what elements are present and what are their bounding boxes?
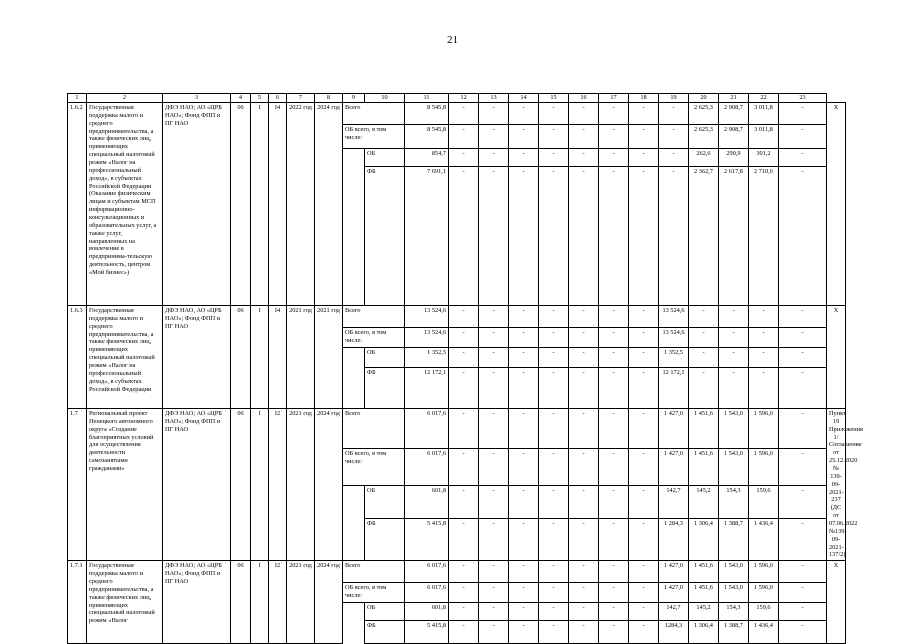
funding-source: ФБ: [365, 519, 405, 561]
amount-cell: -: [509, 368, 539, 409]
funding-source: ОБ: [365, 348, 405, 368]
amount-cell: -: [479, 103, 509, 125]
amount-cell: -: [569, 603, 599, 621]
code-cell: 06: [231, 561, 251, 644]
amount-cell: 2 362,7: [689, 167, 719, 306]
amount-cell: -: [509, 149, 539, 167]
amount-cell: -: [449, 603, 479, 621]
amount-cell: 3 011,8: [749, 103, 779, 125]
end-year: 2024 год: [315, 409, 343, 561]
amount-cell: -: [779, 167, 827, 306]
measure-name: Государственная поддержка малого и среднего предпринимательства, а также физических лиц, применяющих специальный налоговый режим «Налог: [87, 561, 163, 644]
note-cell: Пункт 19 Приложения 1/ Соглашение от 25.12.2020 № 139-09-2021-237 (ДС от 07.06.2022 №139-09-2021-137/2): [827, 409, 846, 561]
amount-cell: -: [779, 125, 827, 149]
amount-cell: 13 524,6: [405, 306, 449, 328]
funding-source: Всего: [343, 306, 405, 328]
amount-cell: -: [539, 409, 569, 449]
funding-source: ОБ: [365, 603, 405, 621]
amount-cell: -: [449, 103, 479, 125]
amount-cell: 1 388,7: [719, 519, 749, 561]
amount-cell: -: [509, 519, 539, 561]
table-row: [68, 103, 846, 125]
amount-cell: -: [629, 603, 659, 621]
amount-cell: 301,2: [749, 149, 779, 167]
row-number: 1.7.1: [68, 561, 87, 644]
column-number: 16: [569, 94, 599, 103]
amount-cell: -: [659, 149, 689, 167]
amount-cell: -: [629, 486, 659, 519]
funding-source: Всего: [343, 561, 405, 583]
amount-cell: 290,9: [719, 149, 749, 167]
amount-cell: 1 436,4: [749, 621, 779, 644]
amount-cell: 1 427,0: [659, 583, 689, 603]
amount-cell: -: [779, 328, 827, 348]
amount-cell: 13 524,6: [659, 306, 689, 328]
amount-cell: 1 543,0: [719, 583, 749, 603]
funding-source: ОБ: [365, 149, 405, 167]
amount-cell: -: [569, 409, 599, 449]
amount-cell: -: [599, 621, 629, 644]
column-number: 2: [87, 94, 163, 103]
amount-cell: -: [779, 583, 827, 603]
funding-source: ФБ: [365, 368, 405, 409]
amount-cell: -: [479, 149, 509, 167]
start-year: 2021 год: [287, 561, 315, 644]
indent-cell: [343, 603, 365, 621]
column-number: 10: [365, 94, 405, 103]
amount-cell: 1 451,6: [689, 561, 719, 583]
amount-cell: 159,6: [749, 486, 779, 519]
code-cell: 06: [231, 409, 251, 561]
column-number: 3: [163, 94, 231, 103]
amount-cell: 262,6: [689, 149, 719, 167]
amount-cell: -: [629, 519, 659, 561]
code-cell: I2: [269, 561, 287, 644]
code-cell: I: [251, 306, 269, 409]
amount-cell: -: [749, 328, 779, 348]
amount-cell: -: [539, 348, 569, 368]
amount-cell: -: [539, 519, 569, 561]
amount-cell: -: [659, 125, 689, 149]
column-number: 20: [689, 94, 719, 103]
amount-cell: 2 908,7: [719, 125, 749, 149]
amount-cell: -: [539, 306, 569, 328]
amount-cell: -: [449, 328, 479, 348]
amount-cell: -: [629, 103, 659, 125]
amount-cell: -: [509, 621, 539, 644]
funding-source: ОБ: [365, 486, 405, 519]
column-number: 15: [539, 94, 569, 103]
note-cell: X: [827, 103, 846, 306]
amount-cell: -: [599, 409, 629, 449]
amount-cell: -: [779, 603, 827, 621]
amount-cell: -: [629, 167, 659, 306]
amount-cell: -: [629, 328, 659, 348]
amount-cell: -: [449, 167, 479, 306]
amount-cell: -: [479, 348, 509, 368]
amount-cell: 1 543,0: [719, 449, 749, 486]
amount-cell: -: [539, 561, 569, 583]
amount-cell: -: [449, 306, 479, 328]
code-cell: I: [251, 103, 269, 306]
indent-cell: [343, 348, 365, 368]
end-year: 2024 год: [315, 561, 343, 644]
amount-cell: 12 172,1: [659, 368, 689, 409]
amount-cell: -: [569, 348, 599, 368]
amount-cell: -: [719, 348, 749, 368]
note-cell: X: [827, 306, 846, 409]
table-row: [68, 561, 846, 583]
column-number: 18: [629, 94, 659, 103]
executor: ДФЭ НАО, АО «ЦРБ НАО»; Фонд ФПП и ПГ НАО: [163, 306, 231, 409]
amount-cell: -: [509, 167, 539, 306]
column-number: 6: [269, 94, 287, 103]
funding-source: Всего: [343, 103, 405, 125]
amount-cell: -: [509, 125, 539, 149]
amount-cell: -: [599, 583, 629, 603]
table-row: [68, 306, 846, 328]
funding-source: ОБ всего, в том числе:: [343, 328, 405, 348]
amount-cell: 7 691,1: [405, 167, 449, 306]
amount-cell: 1 596,0: [749, 409, 779, 449]
indent-cell: [343, 149, 365, 167]
amount-cell: -: [719, 328, 749, 348]
amount-cell: -: [599, 368, 629, 409]
measure-name: Государственная поддержка малого и среднего предпринимательства, а также физических лиц, применяющих специальный налоговый режим «Налог на профессиональный доход», в субъектах Российской Федерации (Оказание физическим лицам и субъектам МСП информационно-консультационных и образовательных услуг, а также услуг, направленных на вовлечение в предпринима-тельскую деятельность, центром «Мой бизнес»): [87, 103, 163, 306]
amount-cell: 1 543,0: [719, 409, 749, 449]
amount-cell: -: [779, 449, 827, 486]
amount-cell: -: [569, 125, 599, 149]
amount-cell: -: [449, 409, 479, 449]
amount-cell: -: [659, 167, 689, 306]
amount-cell: -: [599, 603, 629, 621]
amount-cell: -: [599, 328, 629, 348]
amount-cell: -: [509, 583, 539, 603]
column-number: 23: [779, 94, 827, 103]
amount-cell: 1 352,5: [659, 348, 689, 368]
amount-cell: -: [629, 368, 659, 409]
amount-cell: -: [509, 306, 539, 328]
amount-cell: -: [569, 486, 599, 519]
amount-cell: -: [479, 167, 509, 306]
column-number: 11: [405, 94, 449, 103]
amount-cell: 601,8: [405, 603, 449, 621]
row-number: 1.6.2: [68, 103, 87, 306]
column-number: 4: [231, 94, 251, 103]
amount-cell: -: [539, 368, 569, 409]
amount-cell: 1 596,0: [749, 561, 779, 583]
start-year: 2022 год: [287, 103, 315, 306]
amount-cell: -: [539, 125, 569, 149]
amount-cell: 145,2: [689, 603, 719, 621]
amount-cell: -: [449, 149, 479, 167]
amount-cell: -: [569, 149, 599, 167]
amount-cell: -: [779, 103, 827, 125]
amount-cell: 1 543,0: [719, 561, 749, 583]
amount-cell: -: [629, 449, 659, 486]
amount-cell: -: [689, 328, 719, 348]
amount-cell: -: [479, 603, 509, 621]
amount-cell: -: [569, 519, 599, 561]
amount-cell: 2 908,7: [719, 103, 749, 125]
table-row: [68, 409, 846, 449]
header-row: [68, 94, 846, 103]
amount-cell: -: [539, 167, 569, 306]
amount-cell: -: [449, 621, 479, 644]
amount-cell: -: [569, 449, 599, 486]
amount-cell: 1284,3: [659, 621, 689, 644]
indent-cell: [343, 621, 365, 644]
column-number: 12: [449, 94, 479, 103]
budget-table: [67, 93, 863, 644]
column-number: 1: [68, 94, 87, 103]
amount-cell: -: [539, 621, 569, 644]
amount-cell: -: [479, 409, 509, 449]
start-year: 2021 год: [287, 409, 315, 561]
amount-cell: 2 625,3: [689, 103, 719, 125]
amount-cell: -: [539, 149, 569, 167]
amount-cell: 1 427,0: [659, 449, 689, 486]
amount-cell: 12 172,1: [405, 368, 449, 409]
amount-cell: -: [509, 561, 539, 583]
amount-cell: 13 524,6: [405, 328, 449, 348]
amount-cell: -: [449, 449, 479, 486]
amount-cell: -: [569, 103, 599, 125]
amount-cell: -: [539, 603, 569, 621]
amount-cell: -: [599, 486, 629, 519]
amount-cell: -: [599, 306, 629, 328]
end-year: 2024 год: [315, 103, 343, 306]
amount-cell: -: [449, 519, 479, 561]
amount-cell: -: [779, 621, 827, 644]
amount-cell: -: [449, 583, 479, 603]
amount-cell: -: [599, 167, 629, 306]
amount-cell: 854,7: [405, 149, 449, 167]
amount-cell: -: [779, 149, 827, 167]
amount-cell: -: [629, 621, 659, 644]
amount-cell: -: [779, 561, 827, 583]
column-number: 19: [659, 94, 689, 103]
amount-cell: -: [779, 486, 827, 519]
indent-cell: [343, 368, 365, 409]
amount-cell: -: [569, 561, 599, 583]
amount-cell: -: [719, 368, 749, 409]
amount-cell: -: [479, 583, 509, 603]
code-cell: I: [251, 409, 269, 561]
column-number: 17: [599, 94, 629, 103]
amount-cell: 5 415,8: [405, 519, 449, 561]
code-cell: I2: [269, 409, 287, 561]
amount-cell: 1 306,4: [689, 621, 719, 644]
amount-cell: -: [539, 103, 569, 125]
amount-cell: -: [449, 368, 479, 409]
start-year: 2021 год: [287, 306, 315, 409]
amount-cell: 601,8: [405, 486, 449, 519]
amount-cell: -: [629, 306, 659, 328]
amount-cell: 6 017,6: [405, 583, 449, 603]
amount-cell: -: [569, 167, 599, 306]
amount-cell: 2 625,3: [689, 125, 719, 149]
amount-cell: 8 545,8: [405, 125, 449, 149]
measure-name: Государственная поддержка малого и среднего предпринимательства, а также физических лиц, применяющих специальный налоговый режим «Налог на профессиональный доход», в субъектах Российской Федерации: [87, 306, 163, 409]
amount-cell: -: [449, 125, 479, 149]
measure-name: Региональный проект Ненецкого автономного округа «Создание благоприятных условий для осуществления деятельности самозанятыми гражданами»: [87, 409, 163, 561]
indent-cell: [343, 167, 365, 306]
amount-cell: -: [479, 561, 509, 583]
indent-cell: [343, 519, 365, 561]
amount-cell: 6 017,6: [405, 409, 449, 449]
amount-cell: -: [479, 519, 509, 561]
column-number: 22: [749, 94, 779, 103]
amount-cell: -: [779, 368, 827, 409]
amount-cell: -: [449, 486, 479, 519]
amount-cell: -: [479, 328, 509, 348]
column-number: 13: [479, 94, 509, 103]
amount-cell: -: [779, 306, 827, 328]
amount-cell: -: [539, 328, 569, 348]
amount-cell: -: [779, 409, 827, 449]
amount-cell: 8 545,8: [405, 103, 449, 125]
amount-cell: -: [509, 409, 539, 449]
amount-cell: 1 596,0: [749, 583, 779, 603]
amount-cell: -: [629, 409, 659, 449]
amount-cell: -: [479, 486, 509, 519]
amount-cell: 1 427,0: [659, 409, 689, 449]
column-number: 8: [315, 94, 343, 103]
amount-cell: -: [659, 103, 689, 125]
row-number: 1.6.3: [68, 306, 87, 409]
amount-cell: -: [569, 306, 599, 328]
amount-cell: 1 451,6: [689, 583, 719, 603]
amount-cell: 1 284,3: [659, 519, 689, 561]
amount-cell: -: [509, 328, 539, 348]
funding-source: ОБ всего, в том числе:: [343, 449, 405, 486]
amount-cell: 142,7: [659, 603, 689, 621]
amount-cell: 13 524,6: [659, 328, 689, 348]
amount-cell: 154,3: [719, 486, 749, 519]
amount-cell: -: [629, 125, 659, 149]
amount-cell: -: [539, 486, 569, 519]
amount-cell: 2 617,8: [719, 167, 749, 306]
row-number: 1.7: [68, 409, 87, 561]
amount-cell: -: [569, 621, 599, 644]
amount-cell: 5 415,8: [405, 621, 449, 644]
amount-cell: -: [629, 348, 659, 368]
amount-cell: 145,2: [689, 486, 719, 519]
amount-cell: 154,3: [719, 603, 749, 621]
funding-source: ФБ: [365, 621, 405, 644]
amount-cell: -: [689, 368, 719, 409]
column-number: 21: [719, 94, 749, 103]
amount-cell: -: [569, 583, 599, 603]
end-year: 2021 год: [315, 306, 343, 409]
amount-cell: -: [599, 125, 629, 149]
note-cell: X: [827, 561, 846, 644]
amount-cell: -: [749, 348, 779, 368]
amount-cell: -: [509, 348, 539, 368]
amount-cell: -: [539, 583, 569, 603]
code-cell: I: [251, 561, 269, 644]
amount-cell: -: [749, 306, 779, 328]
page-number: 21: [447, 34, 458, 46]
amount-cell: -: [509, 486, 539, 519]
funding-source: ОБ всего, в том числе:: [343, 125, 405, 149]
amount-cell: 1 306,4: [689, 519, 719, 561]
executor: ДФЭ НАО; АО «ЦРБ НАО»; Фонд ФПП и ПГ НАО: [163, 409, 231, 561]
funding-source: ОБ всего, в том числе:: [343, 583, 405, 603]
code-cell: I4: [269, 103, 287, 306]
amount-cell: 1 451,6: [689, 449, 719, 486]
amount-cell: 3 011,8: [749, 125, 779, 149]
code-cell: 06: [231, 306, 251, 409]
amount-cell: -: [539, 449, 569, 486]
code-cell: I4: [269, 306, 287, 409]
amount-cell: -: [509, 449, 539, 486]
indent-cell: [343, 486, 365, 519]
amount-cell: -: [599, 348, 629, 368]
amount-cell: 6 017,6: [405, 449, 449, 486]
amount-cell: -: [599, 103, 629, 125]
amount-cell: -: [689, 306, 719, 328]
amount-cell: -: [449, 348, 479, 368]
executor: ДФЭ НАО; АО «ЦРБ НАО»; Фонд ФПП и ПГ НАО: [163, 561, 231, 644]
amount-cell: 159,6: [749, 603, 779, 621]
amount-cell: -: [779, 519, 827, 561]
amount-cell: -: [449, 561, 479, 583]
amount-cell: 1 596,0: [749, 449, 779, 486]
column-number: 7: [287, 94, 315, 103]
amount-cell: 1 352,5: [405, 348, 449, 368]
amount-cell: -: [749, 368, 779, 409]
amount-cell: -: [719, 306, 749, 328]
amount-cell: -: [599, 519, 629, 561]
amount-cell: -: [569, 368, 599, 409]
column-number: 5: [251, 94, 269, 103]
amount-cell: 1 451,6: [689, 409, 719, 449]
amount-cell: -: [479, 306, 509, 328]
amount-cell: -: [509, 603, 539, 621]
funding-source: ФБ: [365, 167, 405, 306]
executor: ДФЭ НАО; АО «ЦРБ НАО»; Фонд ФПП и ПГ НАО: [163, 103, 231, 306]
amount-cell: -: [479, 368, 509, 409]
amount-cell: 2 710,6: [749, 167, 779, 306]
column-number: 9: [343, 94, 365, 103]
amount-cell: -: [779, 348, 827, 368]
code-cell: 06: [231, 103, 251, 306]
amount-cell: 142,7: [659, 486, 689, 519]
amount-cell: 6 017,6: [405, 561, 449, 583]
amount-cell: -: [599, 449, 629, 486]
column-number: 14: [509, 94, 539, 103]
amount-cell: -: [629, 149, 659, 167]
amount-cell: -: [509, 103, 539, 125]
funding-source: Всего: [343, 409, 405, 449]
amount-cell: 1 427,0: [659, 561, 689, 583]
amount-cell: -: [629, 583, 659, 603]
amount-cell: -: [479, 621, 509, 644]
amount-cell: -: [569, 328, 599, 348]
amount-cell: -: [479, 449, 509, 486]
amount-cell: 1 436,4: [749, 519, 779, 561]
amount-cell: -: [689, 348, 719, 368]
amount-cell: -: [599, 561, 629, 583]
amount-cell: -: [479, 125, 509, 149]
amount-cell: 1 388,7: [719, 621, 749, 644]
amount-cell: -: [599, 149, 629, 167]
amount-cell: -: [629, 561, 659, 583]
